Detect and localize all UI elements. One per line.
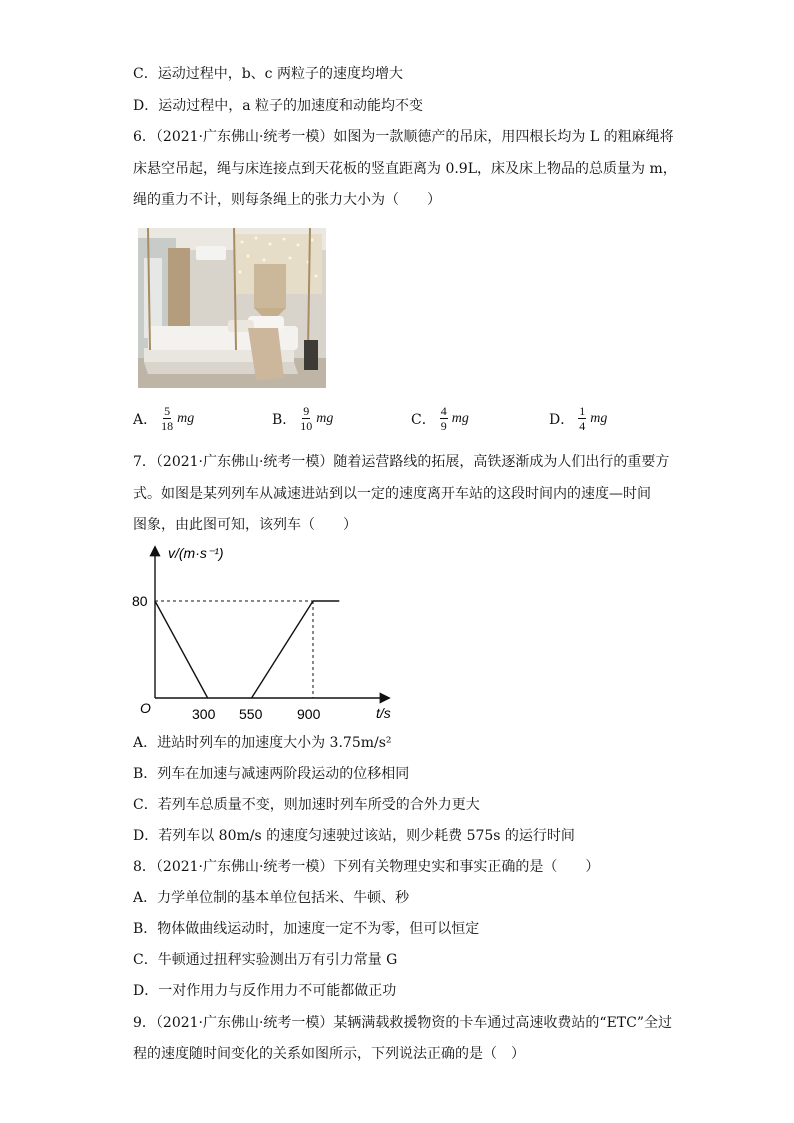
fraction [578, 404, 586, 433]
q7-option-b: B．列车在加速与减速两阶段运动的位移相同 [133, 766, 410, 782]
option-label: B． [272, 411, 297, 428]
numerator: 9 [303, 404, 310, 418]
q7-option-d: D．若列车以 80m/s 的速度匀速驶过该站，则少耗费 575s 的运行时间 [133, 828, 575, 844]
q6-option-b [272, 404, 333, 433]
fraction [161, 404, 173, 433]
unit: mg [177, 410, 195, 426]
fraction [300, 404, 312, 433]
y-axis-label: v/(m·s⁻¹) [168, 545, 224, 561]
fraction [440, 404, 448, 433]
velocity-line-segment [155, 601, 208, 698]
q6-stem-line1: 6．（2021·广东佛山·统考一模）如图为一款顺德产的吊床，用四根长均为 L 的粗麻绳将 [133, 129, 674, 145]
q7-option-c: C．若列车总质量不变，则加速时列车所受的合外力更大 [133, 797, 480, 813]
unit: mg [590, 410, 608, 426]
x-tick-label: 900 [297, 706, 321, 722]
q8-option-b: B．物体做曲线运动时，加速度一定不为零，但可以恒定 [133, 921, 480, 937]
x-tick-label: 550 [239, 706, 263, 722]
q5-option-c: C．运动过程中，b、c 两粒子的速度均增大 [133, 66, 403, 82]
q7-option-a: A．进站时列车的加速度大小为 3.75m/s² [133, 735, 392, 751]
q6-option-d [549, 404, 607, 433]
hammock-bed-photo [138, 228, 326, 388]
q7-stem-line1: 7．（2021·广东佛山·统考一模）随着运营路线的拓展，高铁逐渐成为人们出行的重要方 [133, 454, 670, 470]
q6-stem-line3: 绳的重力不计，则每条绳上的张力大小为（ ） [133, 192, 441, 208]
numerator: 1 [579, 404, 586, 418]
velocity-line-segment [252, 601, 313, 698]
q8-stem: 8．（2021·广东佛山·统考一模）下列有关物理史实和事实正确的是（ ） [133, 859, 600, 875]
velocity-time-graph [132, 540, 406, 724]
x-tick-label: 300 [192, 706, 216, 722]
q6-stem-line2: 床悬空吊起，绳与床连接点到天花板的竖直距离为 0.9L，床及床上物品的总质量为 m， [133, 161, 677, 177]
q6-option-a [133, 404, 194, 433]
option-label: D． [549, 411, 575, 428]
denominator: 10 [300, 419, 313, 433]
y-tick-label: 80 [132, 593, 148, 609]
q9-stem-line1: 9．（2021·广东佛山·统考一模）某辆满载救援物资的卡车通过高速收费站的“ETC”全过 [133, 1015, 673, 1031]
numerator: 4 [440, 404, 447, 418]
q9-stem-line2: 程的速度随时间变化的关系如图所示，下列说法正确的是（ ） [133, 1046, 525, 1062]
denominator: 18 [161, 419, 174, 433]
unit: mg [451, 410, 469, 426]
q6-option-c [411, 404, 469, 433]
option-label: C． [411, 411, 436, 428]
x-axis-label: t/s [376, 705, 391, 721]
q8-option-d: D．一对作用力与反作用力不可能都做正功 [133, 983, 397, 999]
q8-option-a: A．力学单位制的基本单位包括米、牛顿、秒 [133, 890, 410, 906]
q7-stem-line2: 式。如图是某列列车从减速进站到以一定的速度离开车站的这段时间内的速度—时间 [133, 486, 651, 502]
q5-option-d: D．运动过程中，a 粒子的加速度和动能均不变 [133, 98, 424, 114]
denominator: 9 [440, 419, 447, 433]
q8-option-c: C．牛顿通过扭秤实验测出万有引力常量 G [133, 952, 398, 968]
origin-label: O [140, 700, 151, 716]
q7-stem-line3: 图象，由此图可知，该列车（ ） [133, 517, 357, 533]
unit: mg [316, 410, 334, 426]
option-label: A． [133, 411, 158, 428]
numerator: 5 [164, 404, 171, 418]
denominator: 4 [579, 419, 586, 433]
